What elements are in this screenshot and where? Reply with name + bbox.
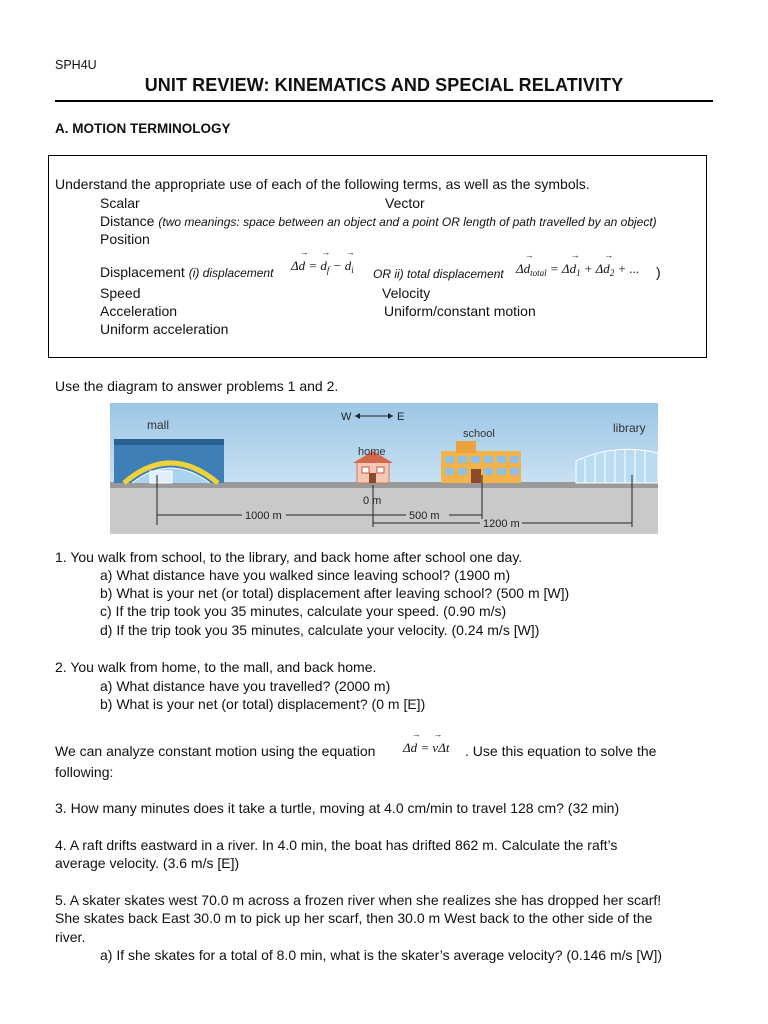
term-scalar: Scalar [100,195,140,211]
dist-library-label: 1200 m [483,518,520,530]
term-displacement-label: Displacement [100,264,185,280]
constant-motion-text-after: . Use this equation to solve the [465,743,657,759]
q2-stem: 2. You walk from home, to the mall, and back home. [55,659,377,675]
course-code: SPH4U [55,58,97,72]
dist-mall-label: 1000 m [245,510,282,522]
title-rule [55,100,713,102]
q1-c: c) If the trip took you 35 minutes, calculate your speed. (0.90 m/s) [100,603,507,619]
q5-line2: She skates back East 30.0 m to pick up her scarf, then 30.0 m West back to the other side of the [55,910,653,926]
term-position: Position [100,231,150,247]
term-velocity: Velocity [382,285,431,301]
term-displacement [100,264,273,280]
dist-school-label: 500 m [409,510,440,522]
origin-label: 0 m [363,495,382,507]
ground [110,482,658,534]
home-label: home [358,446,386,458]
displacement-note-ii: OR ii) total displacement [373,267,504,281]
term-distance-note: (two meanings: space between an object and a point OR length of path travelled by an object) [158,215,657,229]
q1-a: a) What distance have you walked since leaving school? (1900 m) [100,567,511,583]
displacement-close-paren: ) [656,264,661,280]
q3: 3. How many minutes does it take a turtle, moving at 4.0 cm/min to travel 128 cm? (32 min) [55,800,620,816]
constant-motion-text-line2: following: [55,764,114,780]
constant-motion-text: We can analyze constant motion using the equation [55,743,376,759]
mall-building [114,439,224,483]
term-distance-label: Distance [100,213,155,229]
page-title: UNIT REVIEW: KINEMATICS AND SPECIAL RELATIVITY [144,75,624,95]
q1-stem: 1. You walk from school, to the library, and back home after school one day. [55,549,523,565]
term-speed: Speed [100,285,141,301]
total-displacement-equation: $\Delta\to d_{total} = \Delta\to d_1 + \Delta\to d_2$ + ... [516,261,639,278]
q5-line3: river. [55,929,86,945]
q4-line1: 4. A raft drifts eastward in a river. In 4.0 min, the boat has drifted 862 m. Calculate the raft’s [55,837,618,853]
mall-label: mall [147,418,170,432]
term-acceleration: Acceleration [100,303,178,319]
term-uniform-motion: Uniform/constant motion [384,303,536,319]
compass-east: E [397,411,405,423]
compass-west: W [341,411,352,423]
velocity-equation: Δ→ d = → vΔt [403,740,449,756]
term-distance [100,213,657,229]
q1-b: b) What is your net (or total) displacement after leaving school? (500 m [W]) [100,585,570,601]
diagram-intro: Use the diagram to answer problems 1 and 2. [55,378,339,394]
q2-a: a) What distance have you travelled? (2000 m) [100,678,391,694]
q2-b: b) What is your net (or total) displacement? (0 m [E]) [100,696,426,712]
displacement-note-i: (i) displacement [188,266,274,280]
section-heading: A. MOTION TERMINOLOGY [55,121,231,136]
q1-d: d) If the trip took you 35 minutes, calculate your velocity. (0.24 m/s [W]) [100,622,540,638]
term-uniform-acceleration: Uniform acceleration [100,321,229,337]
q4-line2: average velocity. (3.6 m/s [E]) [55,855,240,871]
q5-a: a) If she skates for a total of 8.0 min, what is the skater’s average velocity? (0.146 m/s [W]) [100,947,663,963]
displacement-equation: Δ→ d = → $d_f$ − → $d_i$ [291,258,354,275]
term-vector: Vector [385,195,425,211]
school-label: school [463,428,495,440]
q5-line1: 5. A skater skates west 70.0 m across a frozen river when she realizes she has dropped her scarf! [55,892,662,908]
terms-intro: Understand the appropriate use of each of the following terms, as well as the symbols. [55,176,590,192]
library-label: library [613,421,646,435]
kinematics-diagram [110,403,658,534]
